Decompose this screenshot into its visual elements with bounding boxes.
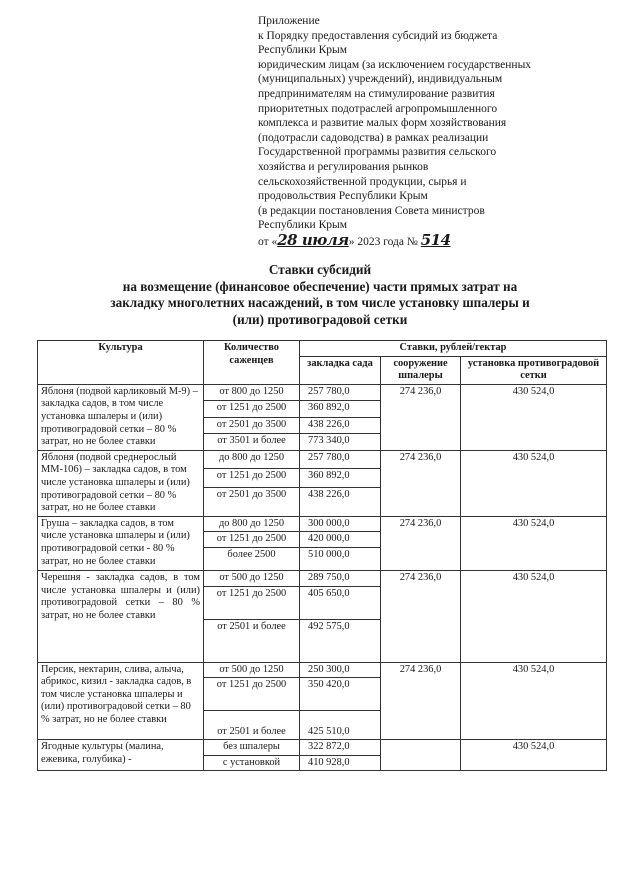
quantity-cell: до 800 до 1250	[204, 516, 300, 532]
laying-rate-cell: 420 000,0	[300, 532, 381, 548]
rates-table	[37, 340, 607, 771]
net-rate-cell: 430 524,0	[461, 740, 607, 771]
trellis-rate-cell	[381, 740, 461, 771]
quantity-cell: от 500 до 1250	[204, 662, 300, 678]
table-row	[38, 516, 607, 532]
header-net: установка противоградовой сетки	[461, 356, 607, 384]
culture-cell: Персик, нектарин, слива, алыча, абрикос, кизил - закладка садов, в том числе установка шпалеры и (или) противоградовой сетки – 80 % затрат, но не более ставки	[38, 662, 204, 740]
appendix-line: Республики Крым	[258, 219, 347, 232]
quantity-cell: от 2501 и более	[204, 711, 300, 740]
handwritten-number: 514	[420, 230, 451, 249]
table-row	[38, 384, 607, 400]
laying-rate-cell: 773 340,0	[300, 434, 381, 451]
appendix-line: предпринимателям на стимулирование развития	[258, 87, 495, 100]
title-line: Ставки субсидий	[268, 262, 372, 277]
quantity-cell: от 1251 до 2500	[204, 401, 300, 417]
laying-rate-cell: 510 000,0	[300, 547, 381, 570]
appendix-line: приоритетных подотраслей агропромышленного	[258, 102, 498, 115]
trellis-rate-cell: 274 236,0	[381, 450, 461, 516]
header-laying: закладка сада	[300, 356, 381, 384]
document-title	[40, 262, 600, 328]
laying-rate-cell: 438 226,0	[300, 417, 381, 433]
laying-rate-cell: 250 300,0	[300, 662, 381, 678]
date-suffix: 2023 года №	[357, 235, 418, 248]
net-rate-cell: 430 524,0	[461, 516, 607, 570]
culture-cell: Яблоня (подвой среднерослый ММ-106) – закладка садов, в том числе установка шпалеры и (или) противоградовой сетки – 80 % затрат, но не более ставки	[38, 450, 204, 516]
appendix-line: (в редакции постановления Совета министров	[258, 204, 485, 217]
laying-rate-cell: 300 000,0	[300, 516, 381, 532]
quantity-cell: от 2501 до 3500	[204, 417, 300, 433]
quantity-cell: без шпалеры	[204, 740, 300, 756]
net-rate-cell: 430 524,0	[461, 662, 607, 740]
laying-rate-cell: 289 750,0	[300, 570, 381, 586]
appendix-line: юридическим лицам (за исключением государственных	[258, 58, 532, 71]
trellis-rate-cell: 274 236,0	[381, 570, 461, 662]
laying-rate-cell: 360 892,0	[300, 401, 381, 417]
date-prefix: от «	[258, 235, 278, 248]
laying-rate-cell: 257 780,0	[300, 384, 381, 400]
title-line: закладку многолетних насаждений, в том числе установку шпалеры и	[110, 295, 530, 311]
laying-rate-cell: 257 780,0	[300, 450, 381, 468]
trellis-rate-cell: 274 236,0	[381, 516, 461, 570]
resolution-date-line: от «28 июля» 2023 года № 514	[258, 230, 451, 249]
appendix-line: сельскохозяйственной продукции, сырья и	[258, 175, 467, 188]
quantity-cell: до 800 до 1250	[204, 450, 300, 468]
appendix-line: продовольствия Республики Крым	[258, 190, 428, 203]
quantity-cell: от 3501 и более	[204, 434, 300, 451]
trellis-rate-cell: 274 236,0	[381, 662, 461, 740]
appendix-line: (муниципальных) учреждений), индивидуальным	[258, 73, 503, 86]
quantity-cell: от 1251 до 2500	[204, 586, 300, 619]
laying-rate-cell: 360 892,0	[300, 469, 381, 487]
laying-rate-cell: 350 420,0	[300, 678, 381, 711]
quantity-cell: от 500 до 1250	[204, 570, 300, 586]
header-rates: Ставки, рублей/гектар	[300, 341, 607, 357]
header-trellis: сооружение шпалеры	[381, 356, 461, 384]
net-rate-cell: 430 524,0	[461, 450, 607, 516]
net-rate-cell: 430 524,0	[461, 570, 607, 662]
quantity-cell: от 1251 до 2500	[204, 469, 300, 487]
table-header-row	[38, 341, 607, 357]
table-row	[38, 450, 607, 468]
quantity-cell: от 1251 до 2500	[204, 532, 300, 548]
culture-cell: Ягодные культуры (малина, ежевика, голубика) -	[38, 740, 204, 771]
quantity-cell: с установкой	[204, 755, 300, 771]
table-row	[38, 570, 607, 586]
laying-rate-cell: 425 510,0	[300, 711, 381, 740]
quantity-cell: от 800 до 1250	[204, 384, 300, 400]
table-row	[38, 662, 607, 678]
appendix-line: хозяйства и регулирования рынков	[258, 160, 429, 173]
header-culture: Культура	[38, 341, 204, 385]
trellis-rate-cell: 274 236,0	[381, 384, 461, 450]
appendix-line: Государственной программы развития сельского	[258, 146, 497, 159]
appendix-block	[258, 14, 588, 250]
appendix-line: Республики Крым	[258, 44, 347, 57]
culture-cell: Груша – закладка садов, в том числе установка шпалеры и (или) противоградовой сетки - 80 % затрат, но не более ставки	[38, 516, 204, 570]
laying-rate-cell: 405 650,0	[300, 586, 381, 619]
laying-rate-cell: 322 872,0	[300, 740, 381, 756]
header-quantity: Количество саженцев	[204, 341, 300, 385]
appendix-line: комплекса и развитие малых форм хозяйствования	[258, 117, 507, 130]
handwritten-date: 28 июля	[277, 230, 349, 249]
net-rate-cell: 430 524,0	[461, 384, 607, 450]
title-line: на возмещение (финансовое обеспечение) части прямых затрат на	[122, 278, 518, 294]
quantity-cell: от 2501 и более	[204, 619, 300, 662]
appendix-line: к Порядку предоставления субсидий из бюджета	[258, 29, 498, 42]
appendix-line: (подотрасли садоводства) в рамках реализации	[258, 131, 489, 144]
quantity-cell: от 2501 до 3500	[204, 487, 300, 516]
culture-cell: Черешня - закладка садов, в том числе установка шпалеры и (или) противоградовой сетки – 80 % затрат, но не более ставки	[38, 570, 204, 662]
quantity-cell: от 1251 до 2500	[204, 678, 300, 711]
culture-cell: Яблоня (подвой карликовый М-9) – закладка садов, в том числе установка шпалеры и (или) противоградовой сетки – 80 % затрат, но не более ставки	[38, 384, 204, 450]
laying-rate-cell: 492 575,0	[300, 619, 381, 662]
quantity-cell: более 2500	[204, 547, 300, 570]
table-row	[38, 740, 607, 756]
appendix-line: Приложение	[258, 15, 320, 27]
title-line: (или) противоградовой сетки	[232, 311, 408, 327]
laying-rate-cell: 410 928,0	[300, 755, 381, 771]
laying-rate-cell: 438 226,0	[300, 487, 381, 516]
